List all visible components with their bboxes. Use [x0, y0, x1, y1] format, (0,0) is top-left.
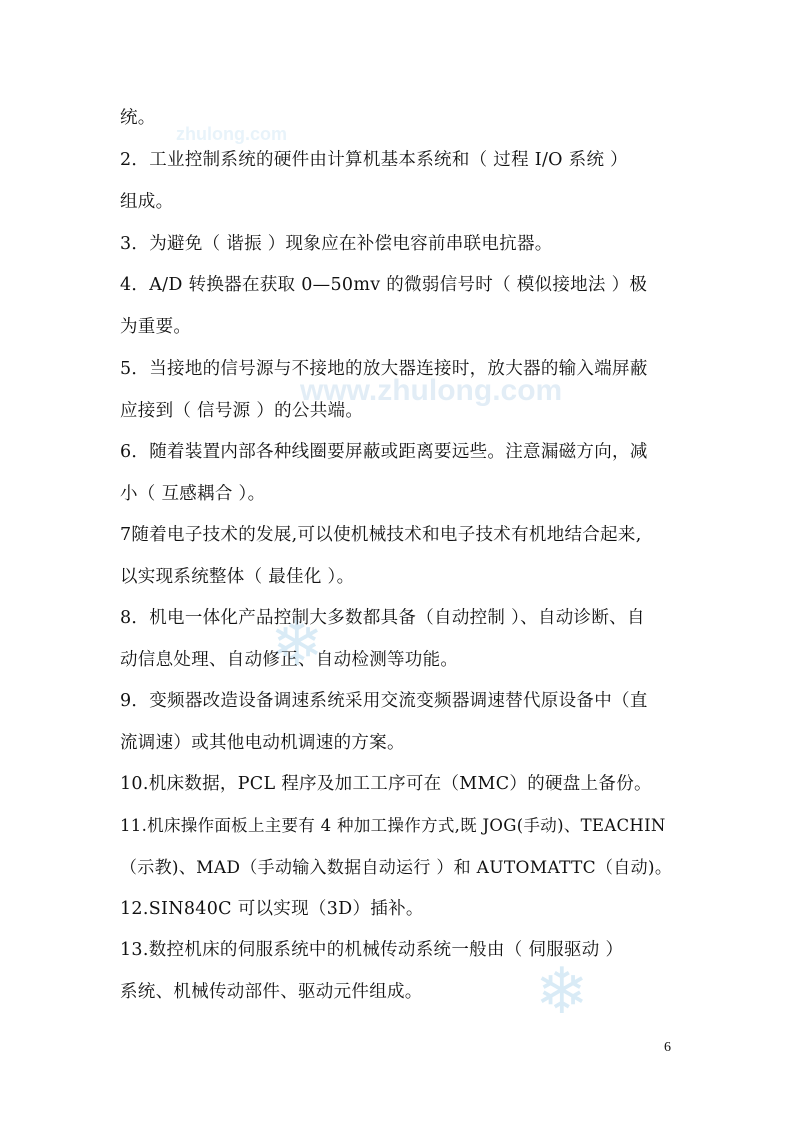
snowflake-watermark-icon: ❄: [535, 955, 589, 1029]
text-line: 8．机电一体化产品控制大多数都具备（自动控制 ）、自动诊断、自: [120, 608, 645, 628]
question-13: [120, 929, 680, 1013]
text-line: 以实现系统整体（ 最佳化 ）。: [120, 567, 355, 587]
question-8: [120, 597, 680, 681]
text-line: 系统、机械传动部件、驱动元件组成。: [120, 982, 423, 1002]
text-line: 为重要。: [120, 317, 192, 337]
question-3: [120, 223, 680, 265]
text-line: 9．变频器改造设备调速系统采用交流变频器调速替代原设备中（直: [120, 691, 648, 711]
question-12: [120, 888, 680, 930]
watermark-top: zhulong.com: [176, 124, 287, 144]
text-line: 5．当接地的信号源与不接地的放大器连接时，放大器的输入端屏蔽: [120, 359, 648, 379]
question-4: [120, 264, 680, 348]
text-line: 动信息处理、自动修正、自动检测等功能。: [120, 650, 459, 670]
question-11: [120, 805, 680, 889]
text-line: 2．工业控制系统的硬件由计算机基本系统和（ 过程 I/O 系统 ）: [120, 150, 628, 170]
text-line: 4．A/D 转换器在获取 0—50mv 的微弱信号时（ 模似接地法 ）极: [120, 275, 648, 295]
text-line: 6．随着装置内部各种线圈要屏蔽或距离要远些。注意漏磁方向，减: [120, 442, 648, 462]
text-line: 11.机床操作面板上主要有 4 种加工操作方式,既 JOG(手动)、TEACHIN: [120, 816, 666, 835]
text-line: 12.SIN840C 可以实现（3D）插补。: [120, 899, 424, 919]
question-2: [120, 139, 680, 223]
text-line: 10.机床数据，PCL 程序及加工工序可在（MMC）的硬盘上备份。: [120, 774, 652, 794]
question-7: [120, 514, 680, 598]
question-9: [120, 680, 680, 764]
text-line: 流调速）或其他电动机调速的方案。: [120, 733, 405, 753]
text-line: 7随着电子技术的发展,可以使机械技术和电子技术有机地结合起来,: [120, 525, 642, 545]
text-line: 3．为避免（ 谐振 ）现象应在补偿电容前串联电抗器。: [120, 234, 553, 254]
text-line: 小（ 互感耦合 ）。: [120, 484, 266, 504]
text-line: 13.数控机床的伺服系统中的机械传动系统一般由（ 伺服驱动 ）: [120, 940, 624, 960]
question-6: [120, 431, 680, 515]
paragraph-1-tail: [120, 97, 680, 139]
text-line: 组成。: [120, 192, 174, 212]
watermark-middle: www.zhulong.com: [300, 374, 563, 407]
question-10: [120, 763, 680, 805]
question-5: [120, 348, 680, 432]
text-line: 统。: [120, 108, 156, 128]
text-line: 应接到（ 信号源 ）的公共端。: [120, 401, 364, 421]
page-number: 6: [664, 1040, 671, 1055]
text-line: （示教)、MAD（手动输入数据自动运行 ）和 AUTOMATTC（自动)。: [120, 858, 673, 878]
snowflake-watermark-icon: ❄: [270, 607, 324, 681]
